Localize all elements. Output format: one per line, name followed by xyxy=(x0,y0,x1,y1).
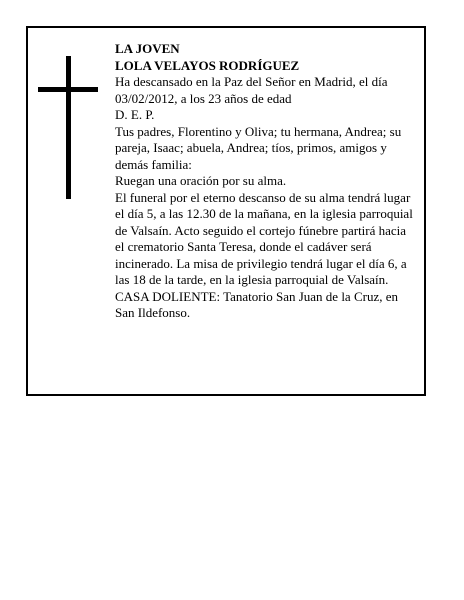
family-paragraph: Tus padres, Florentino y Oliva; tu hermana, Andrea; su pareja, Isaac; abuela, Andrea; tíos, primos, amigos y demás familia: xyxy=(115,123,402,172)
prayer-line: Ruegan una oración por su alma. xyxy=(115,173,287,188)
deceased-name: LOLA VELAYOS RODRÍGUEZ xyxy=(115,57,300,73)
cross-horizontal-bar xyxy=(38,87,98,92)
funeral-paragraph: El funeral por el eterno descanso de su alma tendrá lugar el día 5, a las 12.30 de la mañana, en la iglesia parroquial de Valsaín. Acto seguido el cortejo fúnebre partirá hacia el crematorio Santa Teresa, donde el cadáver será incinerado. La misa de privilegio tendrá lugar el día 6, a las 18 de la tarde, en la iglesia parroquial de Valsaín. xyxy=(115,189,413,287)
cross-vertical-bar xyxy=(66,56,71,199)
mourning-house-paragraph: CASA DOLIENTE: Tanatorio San Juan de la Cruz, en San Ildefonso. xyxy=(115,288,398,320)
notice-heading-line1: LA JOVEN xyxy=(115,41,180,56)
rip-line: D. E. P. xyxy=(115,107,155,122)
obituary-notice xyxy=(26,26,426,396)
notice-text xyxy=(115,41,418,322)
announcement-paragraph: Ha descansado en la Paz del Señor en Madrid, el día 03/02/2012, a los 23 años de edad xyxy=(115,74,388,106)
